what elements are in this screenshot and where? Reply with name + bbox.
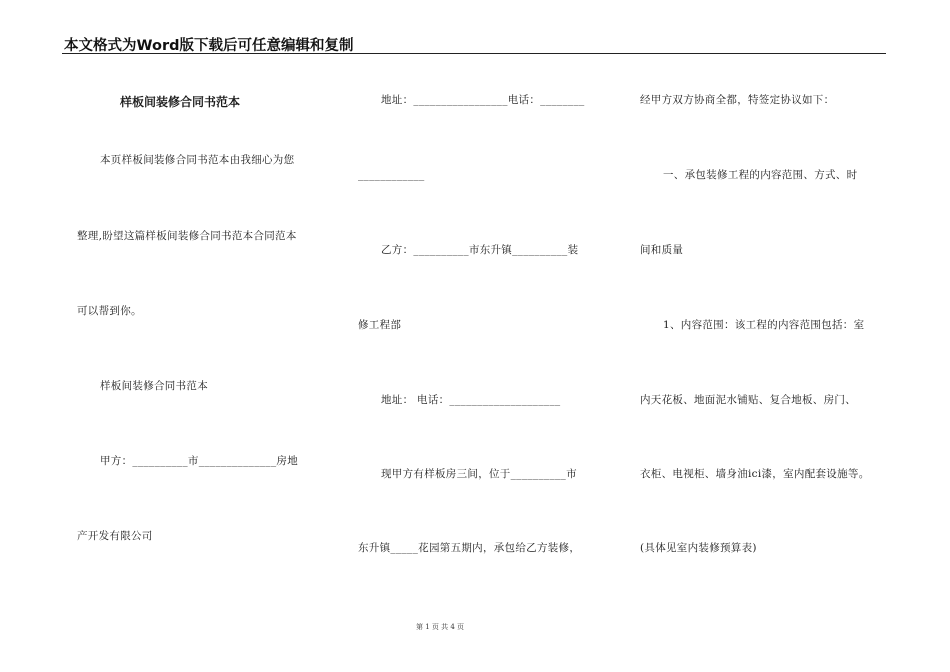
address-line: 地址： 电话：____________________ [381, 394, 561, 406]
section-heading: 样板间装修合同书范本 [100, 380, 208, 392]
party-b-line: 乙方：__________市东升镇__________装 [381, 244, 579, 256]
paragraph-line: 产开发有限公司 [77, 530, 153, 542]
header-divider [62, 53, 886, 54]
party-a-line: 甲方：__________市______________房地 [100, 455, 298, 467]
paragraph-line: 东升镇_____花园第五期内，承包给乙方装修， [358, 542, 581, 554]
clause-line: 1、内容范围：该工程的内容范围包括：室 [663, 319, 865, 331]
paragraph-line: 整理,盼望这篇样板间装修合同书范本合同范本 [77, 230, 297, 242]
page-footer: 第 1 页 共 4 页 [415, 623, 465, 631]
paragraph-line: 经甲方双方协商全都，特签定协议如下： [640, 94, 835, 106]
paragraph-line: 可以帮到你。 [77, 305, 142, 317]
document-title: 样板间装修合同书范本 [120, 95, 241, 109]
paragraph-line: 现甲方有样板房三间，位于__________市 [381, 468, 577, 480]
paragraph-line: 内天花板、地面泥水铺贴、复合地板、房门、 [640, 394, 856, 406]
clause-heading: 一、承包装修工程的内容范围、方式、时 [663, 169, 858, 181]
document-header: 本文格式为Word版下载后可任意编辑和复制 [64, 38, 354, 54]
blank-line: ____________ [358, 169, 425, 181]
address-line: 地址：_________________电话：________ [381, 94, 585, 106]
paragraph-line: 间和质量 [640, 244, 684, 256]
paragraph-line: 本页样板间装修合同书范本由我细心为您 [100, 154, 295, 166]
paragraph-line: 衣柜、电视柜、墙身油ici漆，室内配套设施等。 [640, 468, 870, 480]
paragraph-line: (具体见室内装修预算表) [640, 542, 757, 554]
paragraph-line: 修工程部 [358, 319, 402, 331]
